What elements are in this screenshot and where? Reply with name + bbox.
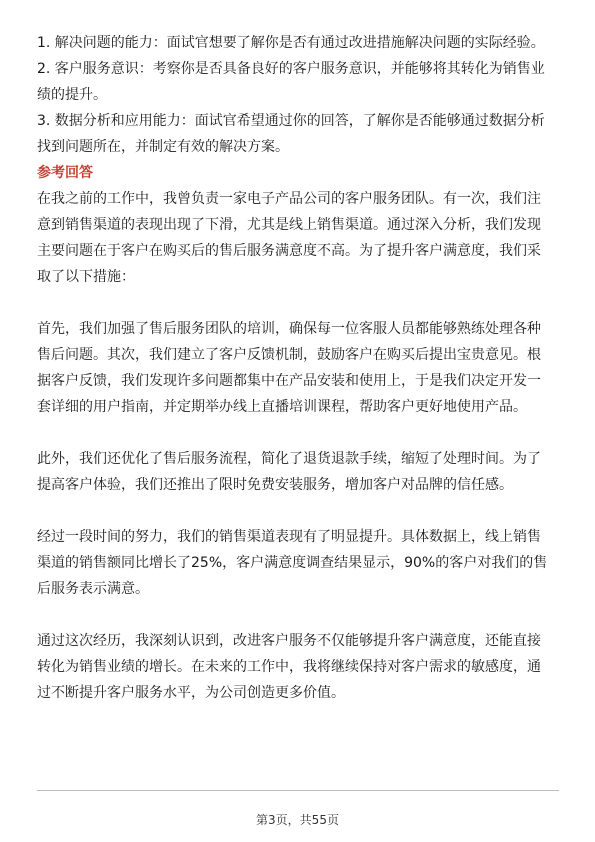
paragraph-line: 通过这次经历，我深刻认识到，改进客户服务不仅能够提升客户满意度，还能直接 — [37, 633, 541, 649]
paragraph-line: 此外，我们还优化了售后服务流程，简化了退货退款手续，缩短了处理时间。为了 — [37, 451, 541, 467]
answer-paragraph-1 — [37, 186, 559, 290]
criterion-line: 找到问题所在，并制定有效的解决方案。 — [37, 139, 289, 155]
criterion-line: 2. 客户服务意识：考察你是否具备良好的客户服务意识，并能够将其转化为销售业 — [37, 61, 545, 77]
paragraph-line: 经过一段时间的努力，我们的销售渠道表现有了明显提升。具体数据上，线上销售 — [37, 529, 541, 545]
paragraph-line: 在我之前的工作中，我曾负责一家电子产品公司的客户服务团队。有一次，我们注 — [37, 191, 541, 207]
criterion-3 — [37, 108, 559, 160]
answer-paragraph-2 — [37, 316, 559, 420]
paragraph-line: 过不断提升客户服务水平，为公司创造更多价值。 — [37, 685, 345, 701]
criterion-line: 1. 解决问题的能力：面试官想要了解你是否有通过改进措施解决问题的实际经验。 — [37, 35, 545, 51]
answer-paragraph-5 — [37, 628, 559, 706]
paragraph-line: 意到销售渠道的表现出现了下滑，尤其是线上销售渠道。通过深入分析，我们发现 — [37, 217, 541, 233]
paragraph-gap — [37, 498, 559, 524]
paragraph-line: 套详细的用户指南，并定期举办线上直播培训课程，帮助客户更好地使用产品。 — [37, 399, 527, 415]
reference-heading: 参考回答 — [37, 165, 93, 181]
paragraph-line: 主要问题在于客户在购买后的售后服务满意度不高。为了提升客户满意度，我们采 — [37, 243, 541, 259]
criteria-list — [37, 30, 559, 160]
criterion-line: 绩的提升。 — [37, 87, 107, 103]
paragraph-line: 首先，我们加强了售后服务团队的培训，确保每一位客服人员都能够熟练处理各种 — [37, 321, 541, 337]
criterion-line: 3. 数据分析和应用能力：面试官希望通过你的回答，了解你是否能够通过数据分析 — [37, 113, 545, 129]
document-body — [37, 30, 559, 706]
criterion-2 — [37, 56, 559, 108]
criterion-1 — [37, 30, 559, 56]
paragraph-gap — [37, 602, 559, 628]
paragraph-gap — [37, 420, 559, 446]
paragraph-line: 提高客户体验，我们还推出了限时免费安装服务，增加客户对品牌的信任感。 — [37, 477, 513, 493]
paragraph-line: 据客户反馈，我们发现许多问题都集中在产品安装和使用上，于是我们决定开发一 — [37, 373, 541, 389]
answer-paragraph-4 — [37, 524, 559, 602]
paragraph-line: 转化为销售业绩的增长。在未来的工作中，我将继续保持对客户需求的敏感度，通 — [37, 659, 541, 675]
paragraph-line: 后服务表示满意。 — [37, 581, 149, 597]
paragraph-gap — [37, 290, 559, 316]
paragraph-line: 取了以下措施： — [37, 269, 135, 285]
answer-paragraph-3 — [37, 446, 559, 498]
footer-divider — [37, 790, 559, 791]
page-number: 第3页，共55页 — [256, 813, 339, 827]
paragraph-line: 渠道的销售额同比增长了25%，客户满意度调查结果显示，90%的客户对我们的售 — [37, 555, 548, 571]
paragraph-line: 售后问题。其次，我们建立了客户反馈机制，鼓励客户在购买后提出宝贵意见。根 — [37, 347, 541, 363]
